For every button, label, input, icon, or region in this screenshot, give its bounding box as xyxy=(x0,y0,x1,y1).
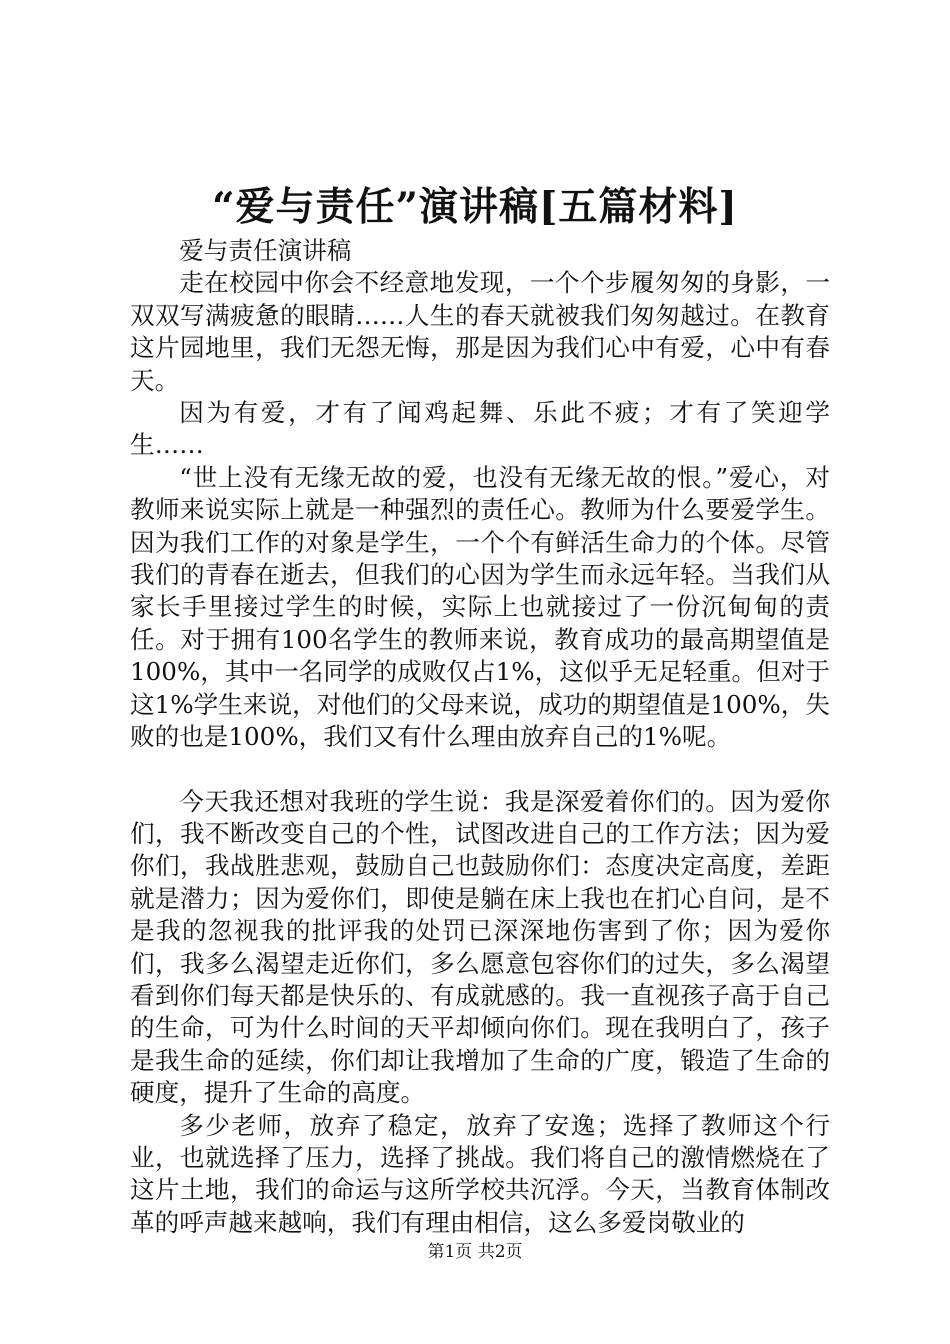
paragraph-subtitle: 爱与责任演讲稿 xyxy=(179,236,352,265)
paragraph: 今天我还想对我班的学生说：我是深爱着你们的。因为爱你们，我不断改变自己的个性，试图改进自己的工作方法；因为爱你们，我战胜悲观，鼓励自己也鼓励你们：态度决定高度，差距就是潜力；因为爱你们，即使是躺在床上我也在扪心自问，是不是我的忽视我的批评我的处罚已深深地伤害到了你；因为爱你们，我多么渴望走近你们，多么愿意包容你们的过失，多么渴望看到你们每天都是快乐的、有成就感的。我一直视孩子高于自己的生命，可为什么时间的天平却倾向你们。现在我明白了，孩子是我生命的延续，你们却让我增加了生命的广度，锻造了生命的硬度，提升了生命的高度。 xyxy=(130,786,830,1108)
document-body xyxy=(130,235,830,1239)
paragraph: “世上没有无缘无故的爱，也没有无缘无故的恨。”爱心，对教师来说实际上就是一种强烈的责任心。教师为什么要爱学生。因为我们工作的对象是学生，一个个有鲜活生命力的个体。尽管我们的青春在逝去，但我们的心因为学生而永远年轻。当我们从家长手里接过学生的时候，实际上也就接过了一份沉甸甸的责任。对于拥有100名学生的教师来说，教育成功的最高期望值是100%，其中一名同学的成败仅占1%，这似乎无足轻重。但对于这1%学生来说，对他们的父母来说，成功的期望值是100%，失败的也是100%，我们又有什么理由放弃自己的1%呢。 xyxy=(130,462,830,752)
page-number-footer: 第1页 共2页 xyxy=(427,1242,523,1262)
paragraph: 多少老师，放弃了稳定，放弃了安逸；选择了教师这个行业，也就选择了压力，选择了挑战。我们将自己的激情燃烧在了这片土地，我们的命运与这所学校共沉浮。今天，当教育体制改革的呼声越来越响，我们有理由相信，这么多爱岗敬业的 xyxy=(130,1110,830,1237)
document-title: “爱与责任”演讲稿[五篇材料] xyxy=(212,184,738,230)
paragraph: 走在校园中你会不经意地发现，一个个步履匆匆的身影，一双双写满疲惫的眼睛……人生的春天就被我们匆匆越过。在教育这片园地里，我们无怨无悔，那是因为我们心中有爱，心中有春天。 xyxy=(130,268,830,395)
paragraph: 因为有爱，才有了闻鸡起舞、乐此不疲；才有了笑迎学生…… xyxy=(130,398,830,460)
